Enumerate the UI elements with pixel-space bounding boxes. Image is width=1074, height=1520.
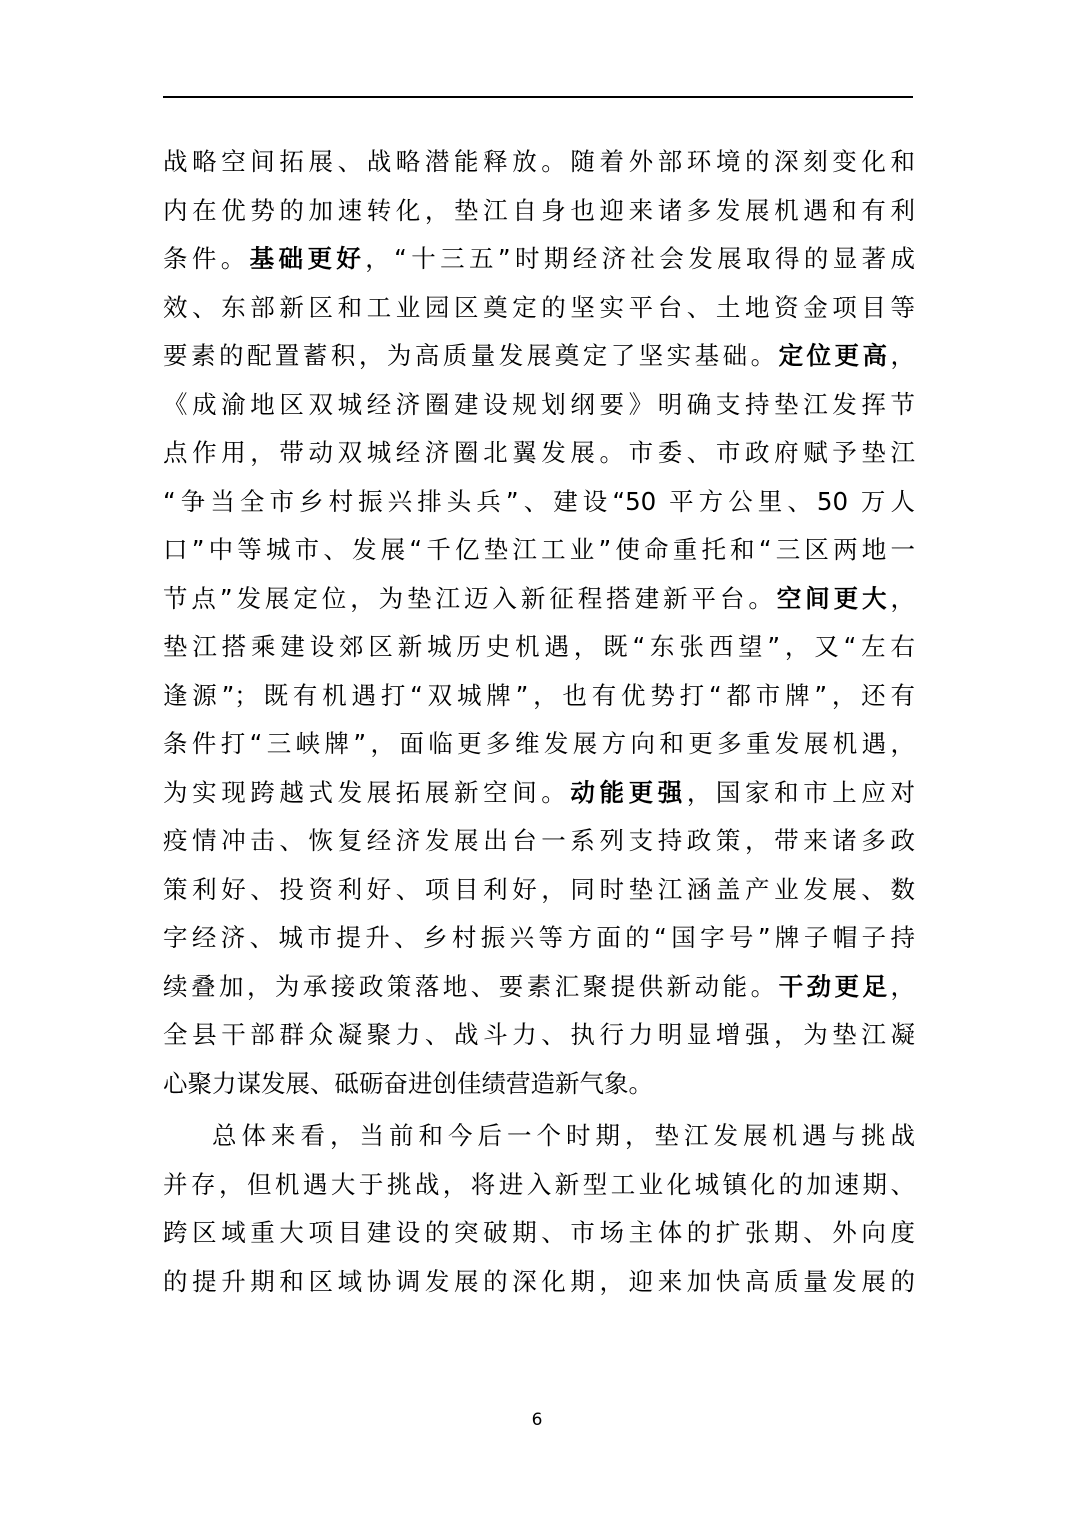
text-segment: 条件。 bbox=[163, 244, 250, 273]
text-segment: ， bbox=[890, 583, 915, 613]
text-segment: 要素的配置蓄积，为高质量发展奠定了坚实基础。 bbox=[163, 341, 779, 370]
bold-heading-phrase: 干劲更足 bbox=[778, 971, 891, 1001]
text-segment: ， bbox=[890, 341, 916, 370]
text-segment: 策利好、投资利好、项目利好，同时垫江涵盖产业发展、数 bbox=[163, 874, 915, 904]
bold-heading-phrase: 空间更大 bbox=[776, 583, 891, 613]
body-text bbox=[163, 138, 915, 1306]
text-segment: 心聚力谋发展、砥砺奋进创佳绩营造新气象。 bbox=[163, 1068, 653, 1098]
text-segment: 续叠加，为承接政策落地、要素汇聚提供新动能。 bbox=[163, 971, 779, 1001]
text-line bbox=[163, 526, 915, 575]
text-segment: 节点”发展定位，为垫江迈入新征程搭建新平台。 bbox=[163, 583, 777, 613]
text-line bbox=[163, 866, 915, 915]
text-line bbox=[163, 1209, 915, 1258]
text-segment: ， bbox=[890, 971, 916, 1001]
text-segment: 疫情冲击、恢复经济发展出台一系列支持政策，带来诸多政 bbox=[163, 826, 915, 855]
bold-heading-phrase: 基础更好 bbox=[249, 244, 366, 273]
text-segment: 条件打“三峡牌”，面临更多维发展方向和更多重发展机遇， bbox=[163, 729, 915, 758]
text-line bbox=[163, 138, 915, 187]
text-segment: 垫江搭乘建设郊区新城历史机遇，既“东张西望”，又“左右 bbox=[163, 632, 915, 661]
text-line bbox=[163, 1161, 915, 1210]
text-line bbox=[163, 963, 915, 1012]
text-segment: 口”中等城市、发展“千亿垫江工业”使命重托和“三区两地一 bbox=[163, 535, 915, 564]
paragraph-2 bbox=[163, 1112, 915, 1306]
text-line bbox=[163, 1011, 915, 1060]
text-segment: “争当全市乡村振兴排头兵”、建设“50 平方公里、50 万人 bbox=[163, 486, 915, 516]
text-line bbox=[163, 235, 915, 284]
text-line bbox=[163, 429, 915, 478]
text-segment: 总体来看，当前和今后一个时期，垫江发展机遇与挑战 bbox=[212, 1121, 915, 1150]
text-line bbox=[163, 672, 915, 721]
text-segment: 逢源”；既有机遇打“双城牌”，也有优势打“都市牌”，还有 bbox=[163, 680, 915, 710]
text-line bbox=[163, 332, 915, 381]
text-line bbox=[163, 769, 915, 818]
text-segment: 内在优势的加速转化，垫江自身也迎来诸多发展机遇和有利 bbox=[163, 195, 915, 225]
text-line bbox=[163, 575, 915, 624]
text-line bbox=[163, 817, 915, 866]
text-segment: 战略空间拓展、战略潜能释放。随着外部环境的深刻变化和 bbox=[163, 147, 915, 176]
text-segment: 字经济、城市提升、乡村振兴等方面的“国字号”牌子帽子持 bbox=[163, 923, 915, 952]
text-segment: 全县干部群众凝聚力、战斗力、执行力明显增强，为垫江凝 bbox=[163, 1020, 915, 1049]
bold-heading-phrase: 动能更强 bbox=[570, 777, 687, 807]
text-segment: 的提升期和区域协调发展的深化期，迎来加快高质量发展的 bbox=[163, 1266, 915, 1296]
text-line bbox=[163, 1060, 915, 1109]
text-line bbox=[163, 284, 915, 333]
text-line bbox=[163, 381, 915, 430]
paragraph-1 bbox=[163, 138, 915, 1108]
text-line bbox=[163, 187, 915, 236]
page-number: 6 bbox=[531, 1410, 543, 1430]
text-line bbox=[163, 1258, 915, 1307]
header-rule bbox=[163, 96, 913, 98]
text-line bbox=[163, 623, 915, 672]
text-segment: ，国家和市上应对 bbox=[686, 777, 916, 807]
text-segment: 为实现跨越式发展拓展新空间。 bbox=[163, 777, 571, 807]
text-segment: ，“十三五”时期经济社会发展取得的显著成 bbox=[365, 244, 916, 273]
text-line bbox=[163, 914, 915, 963]
text-line bbox=[163, 720, 915, 769]
text-segment: 并存，但机遇大于挑战，将进入新型工业化城镇化的加速期、 bbox=[163, 1169, 915, 1199]
bold-heading-phrase: 定位更高 bbox=[778, 341, 891, 370]
text-segment: 跨区域重大项目建设的突破期、市场主体的扩张期、外向度 bbox=[163, 1218, 915, 1247]
text-line bbox=[163, 1112, 915, 1161]
text-segment: 《成渝地区双城经济圈建设规划纲要》明确支持垫江发挥节 bbox=[163, 389, 915, 419]
text-line bbox=[163, 478, 915, 527]
text-segment: 效、东部新区和工业园区奠定的坚实平台、土地资金项目等 bbox=[163, 292, 915, 322]
text-segment: 点作用，带动双城经济圈北翼发展。市委、市政府赋予垫江 bbox=[163, 438, 915, 467]
